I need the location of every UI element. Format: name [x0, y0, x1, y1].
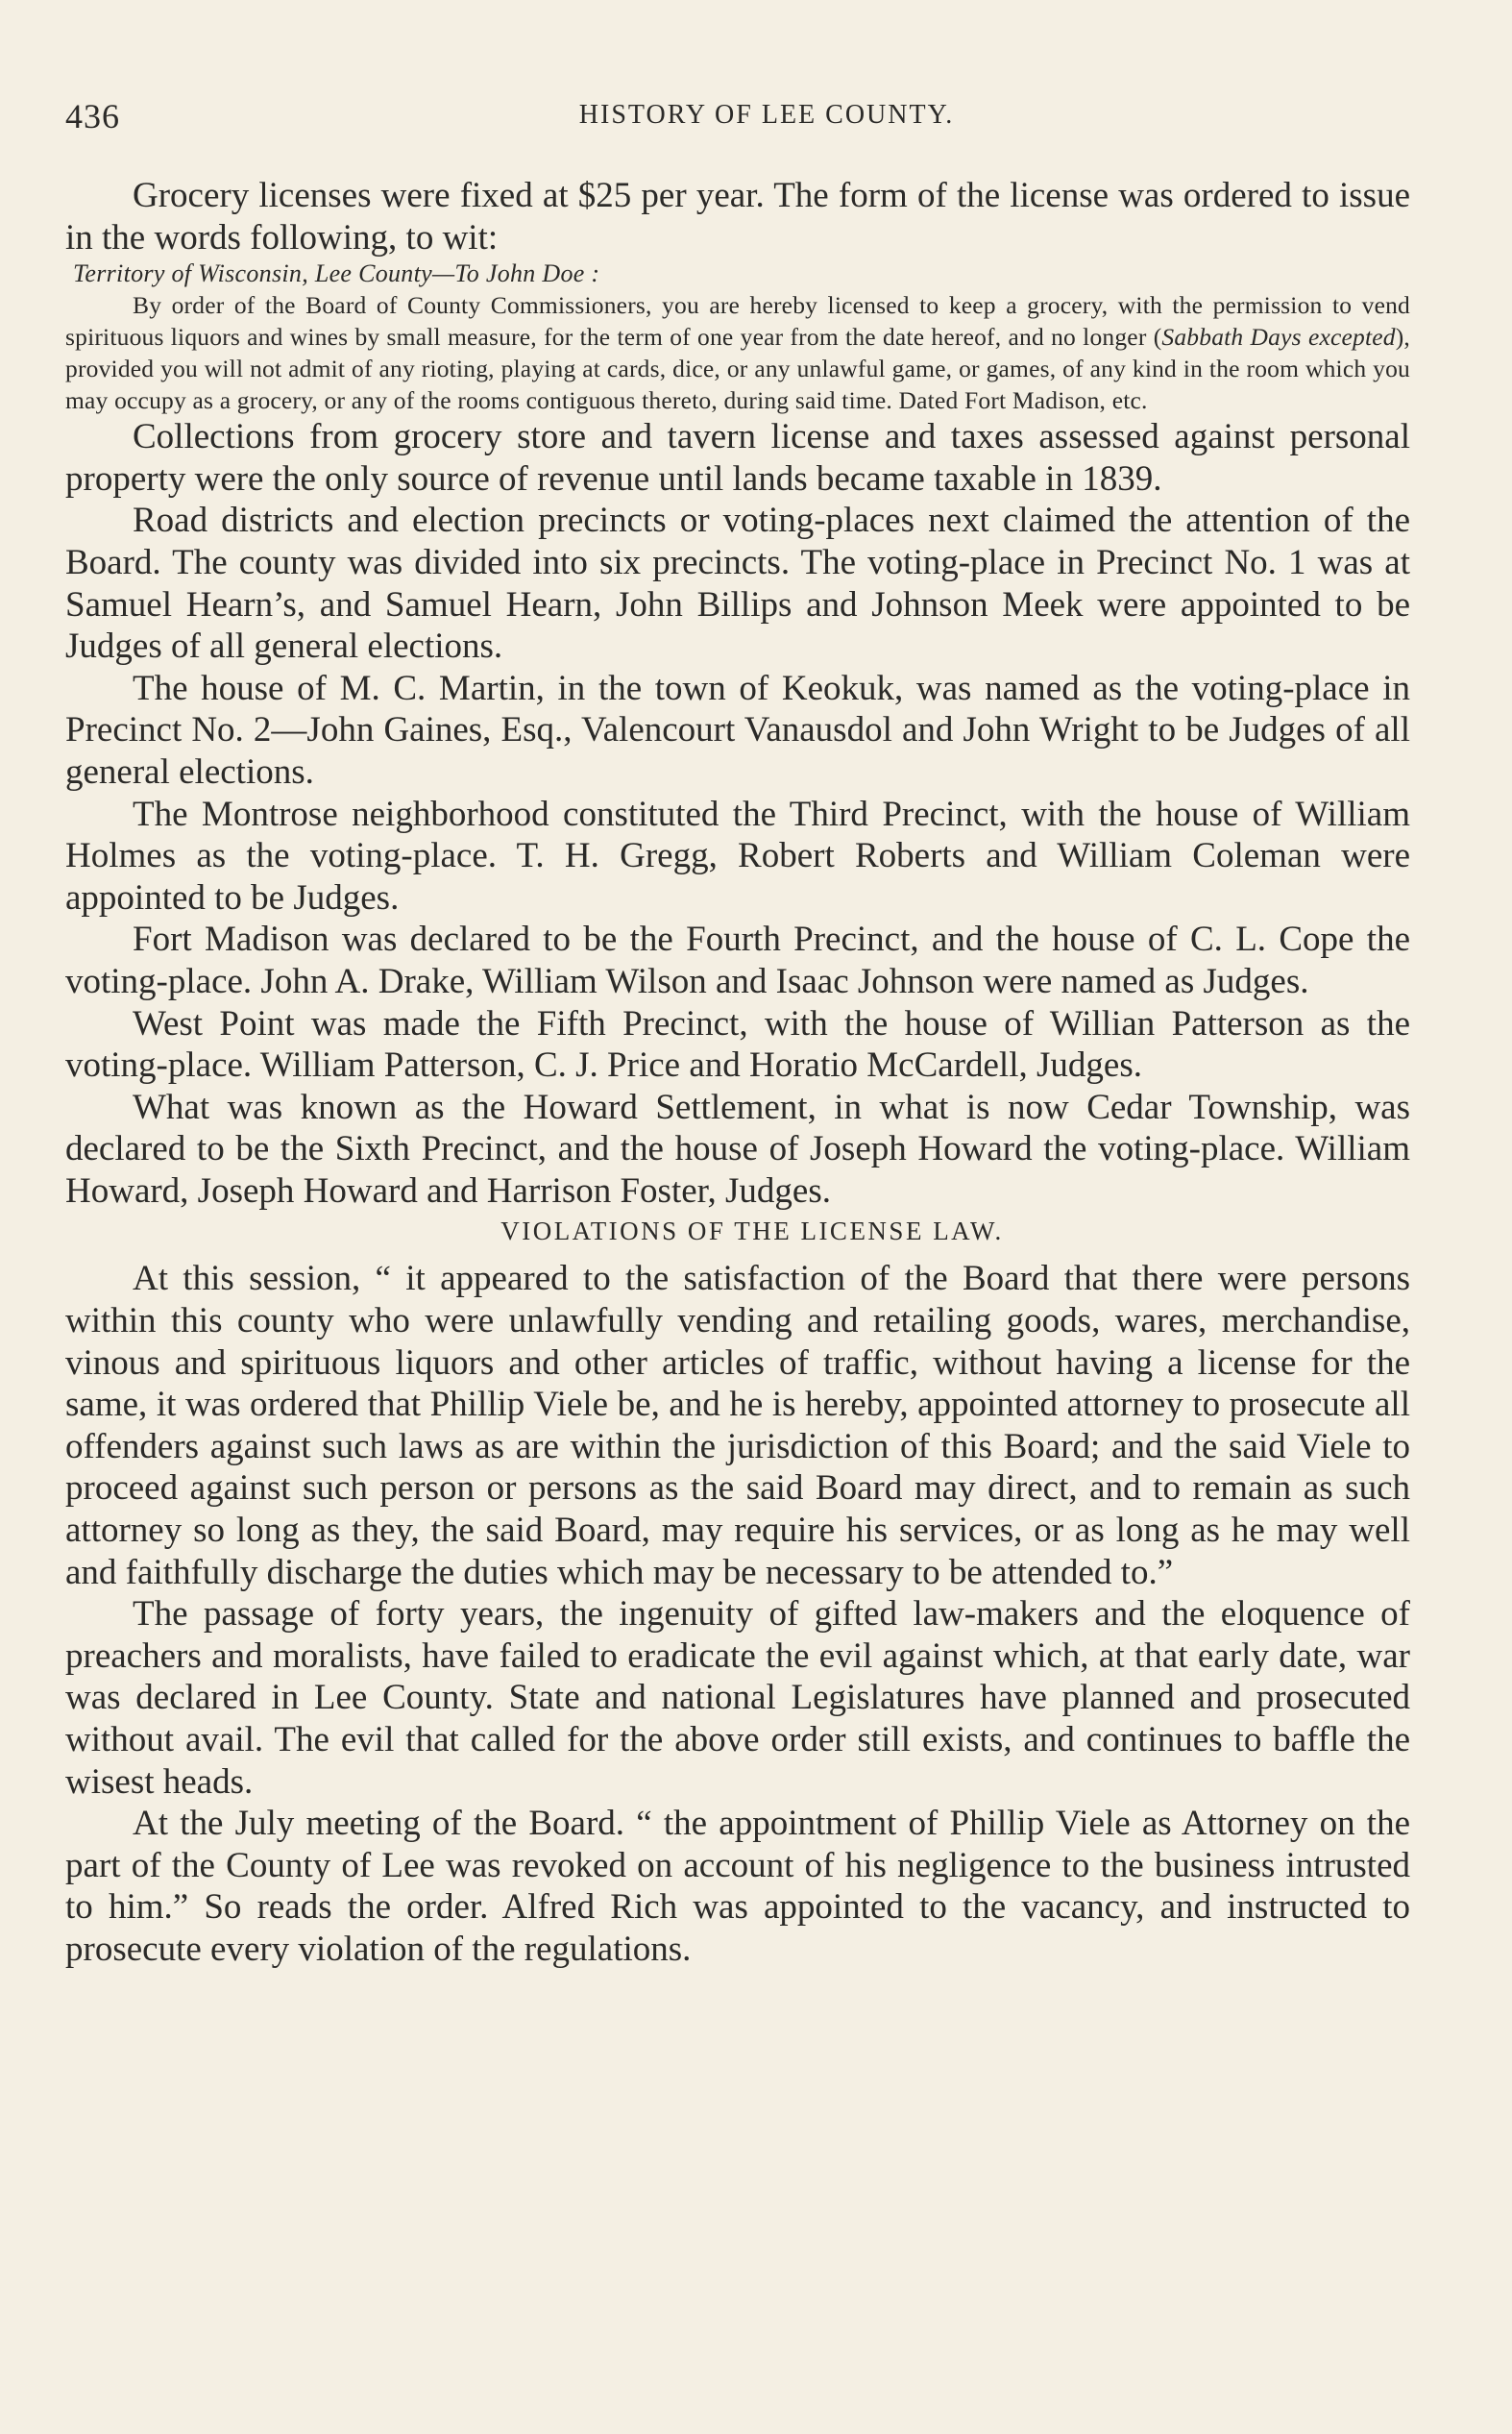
running-title: HISTORY OF LEE COUNTY.	[578, 100, 955, 130]
license-form	[65, 258, 1410, 416]
paragraph: Grocery licenses were fixed at $25 per year. The form of the license was ordered to issue in the words following, to wit:	[65, 176, 1410, 258]
license-text: ), provided you will not admit of any rioting, playing at cards, dice, or any unlawful game, or games, of any kind in the room which you may occupy as a grocery, or any of the rooms contiguous thereto, during said time. Dated Fort Madison, etc.	[65, 323, 1410, 415]
paragraph: West Point was made the Fifth Precinct, with the house of Willian Patterson as the voting-place. William Patterson, C. J. Price and Horatio McCardell, Judges.	[65, 1003, 1410, 1086]
page-header	[65, 96, 1410, 138]
license-text: By order of the Board of County Commissioners, you are hereby licensed to keep a grocery, with the permission to vend spirituous liquors and wines by small measure, for the term of one year from the date hereof, and no longer (	[65, 291, 1410, 352]
body-text	[65, 175, 1410, 1971]
paragraph: At the July meeting of the Board. “ the appointment of Phillip Viele as Attorney on the part of the County of Lee was revoked on account of his negligence to the business intrusted to him.” So reads the order. Alfred Rich was appointed to the vacancy, and instructed to prosecute every violation of the regulations.	[65, 1804, 1410, 1969]
paragraph: What was known as the Howard Settlement, in what is now Cedar Township, was declared to be the Sixth Precinct, and the house of Joseph Howard the voting-place. William Howard, Joseph Howard and Harrison Foster, Judges.	[65, 1087, 1410, 1211]
license-body	[65, 289, 1410, 416]
page-number: 436	[65, 97, 120, 135]
license-exception: Sabbath Days excepted	[1161, 323, 1396, 352]
section-heading: VIOLATIONS OF THE LICENSE LAW.	[500, 1217, 1004, 1246]
paragraph: The Montrose neighborhood constituted the Third Precinct, with the house of William Holmes as the voting-place. T. H. Gregg, Robert Roberts and William Coleman were appointed to be Judges.	[65, 794, 1410, 918]
paragraph: The passage of forty years, the ingenuity of gifted law-makers and the eloquence of preachers and moralists, have failed to eradicate the evil against which, at that early date, war was declared in Lee County. State and national Legislatures have planned and prosecuted without avail. The evil that called for the above order still exists, and continues to baffle the wisest heads.	[65, 1594, 1410, 1802]
paragraph: At this session, “ it appeared to the satisfaction of the Board that there were persons within this county who were unlawfully vending and retailing goods, wares, merchandise, vinous and spirituous liquors and other articles of traffic, without having a license for the same, it was ordered that Phillip Viele be, and he is hereby, appointed attorney to prosecute all offenders against such laws as are within the jurisdiction of this Board; and the said Viele to proceed against such person or persons as the said Board may direct, and to remain as such attorney so long as they, the said Board, may require his services, or as long as he may well and faithfully discharge the duties which may be necessary to be attended to.”	[65, 1259, 1410, 1592]
paragraph: Fort Madison was declared to be the Fourth Precinct, and the house of C. L. Cope the voting-place. John A. Drake, William Wilson and Isaac Johnson were named as Judges.	[65, 920, 1410, 1001]
license-heading: Territory of Wisconsin, Lee County—To John Doe :	[73, 259, 600, 288]
paragraph: Collections from grocery store and tavern license and taxes assessed against personal property were the only source of revenue until lands became taxable in 1839.	[65, 417, 1410, 499]
paragraph: Road districts and election precincts or voting-places next claimed the attention of the Board. The county was divided into six precincts. The voting-place in Precinct No. 1 was at Samuel Hearn’s, and Samuel Hearn, John Billips and Johnson Meek were appointed to be Judges of all general elections.	[65, 501, 1410, 667]
paragraph: The house of M. C. Martin, in the town of Keokuk, was named as the voting-place in Precinct No. 2—John Gaines, Esq., Valencourt Vanausdol and John Wright to be Judges of all general elections.	[65, 668, 1410, 792]
